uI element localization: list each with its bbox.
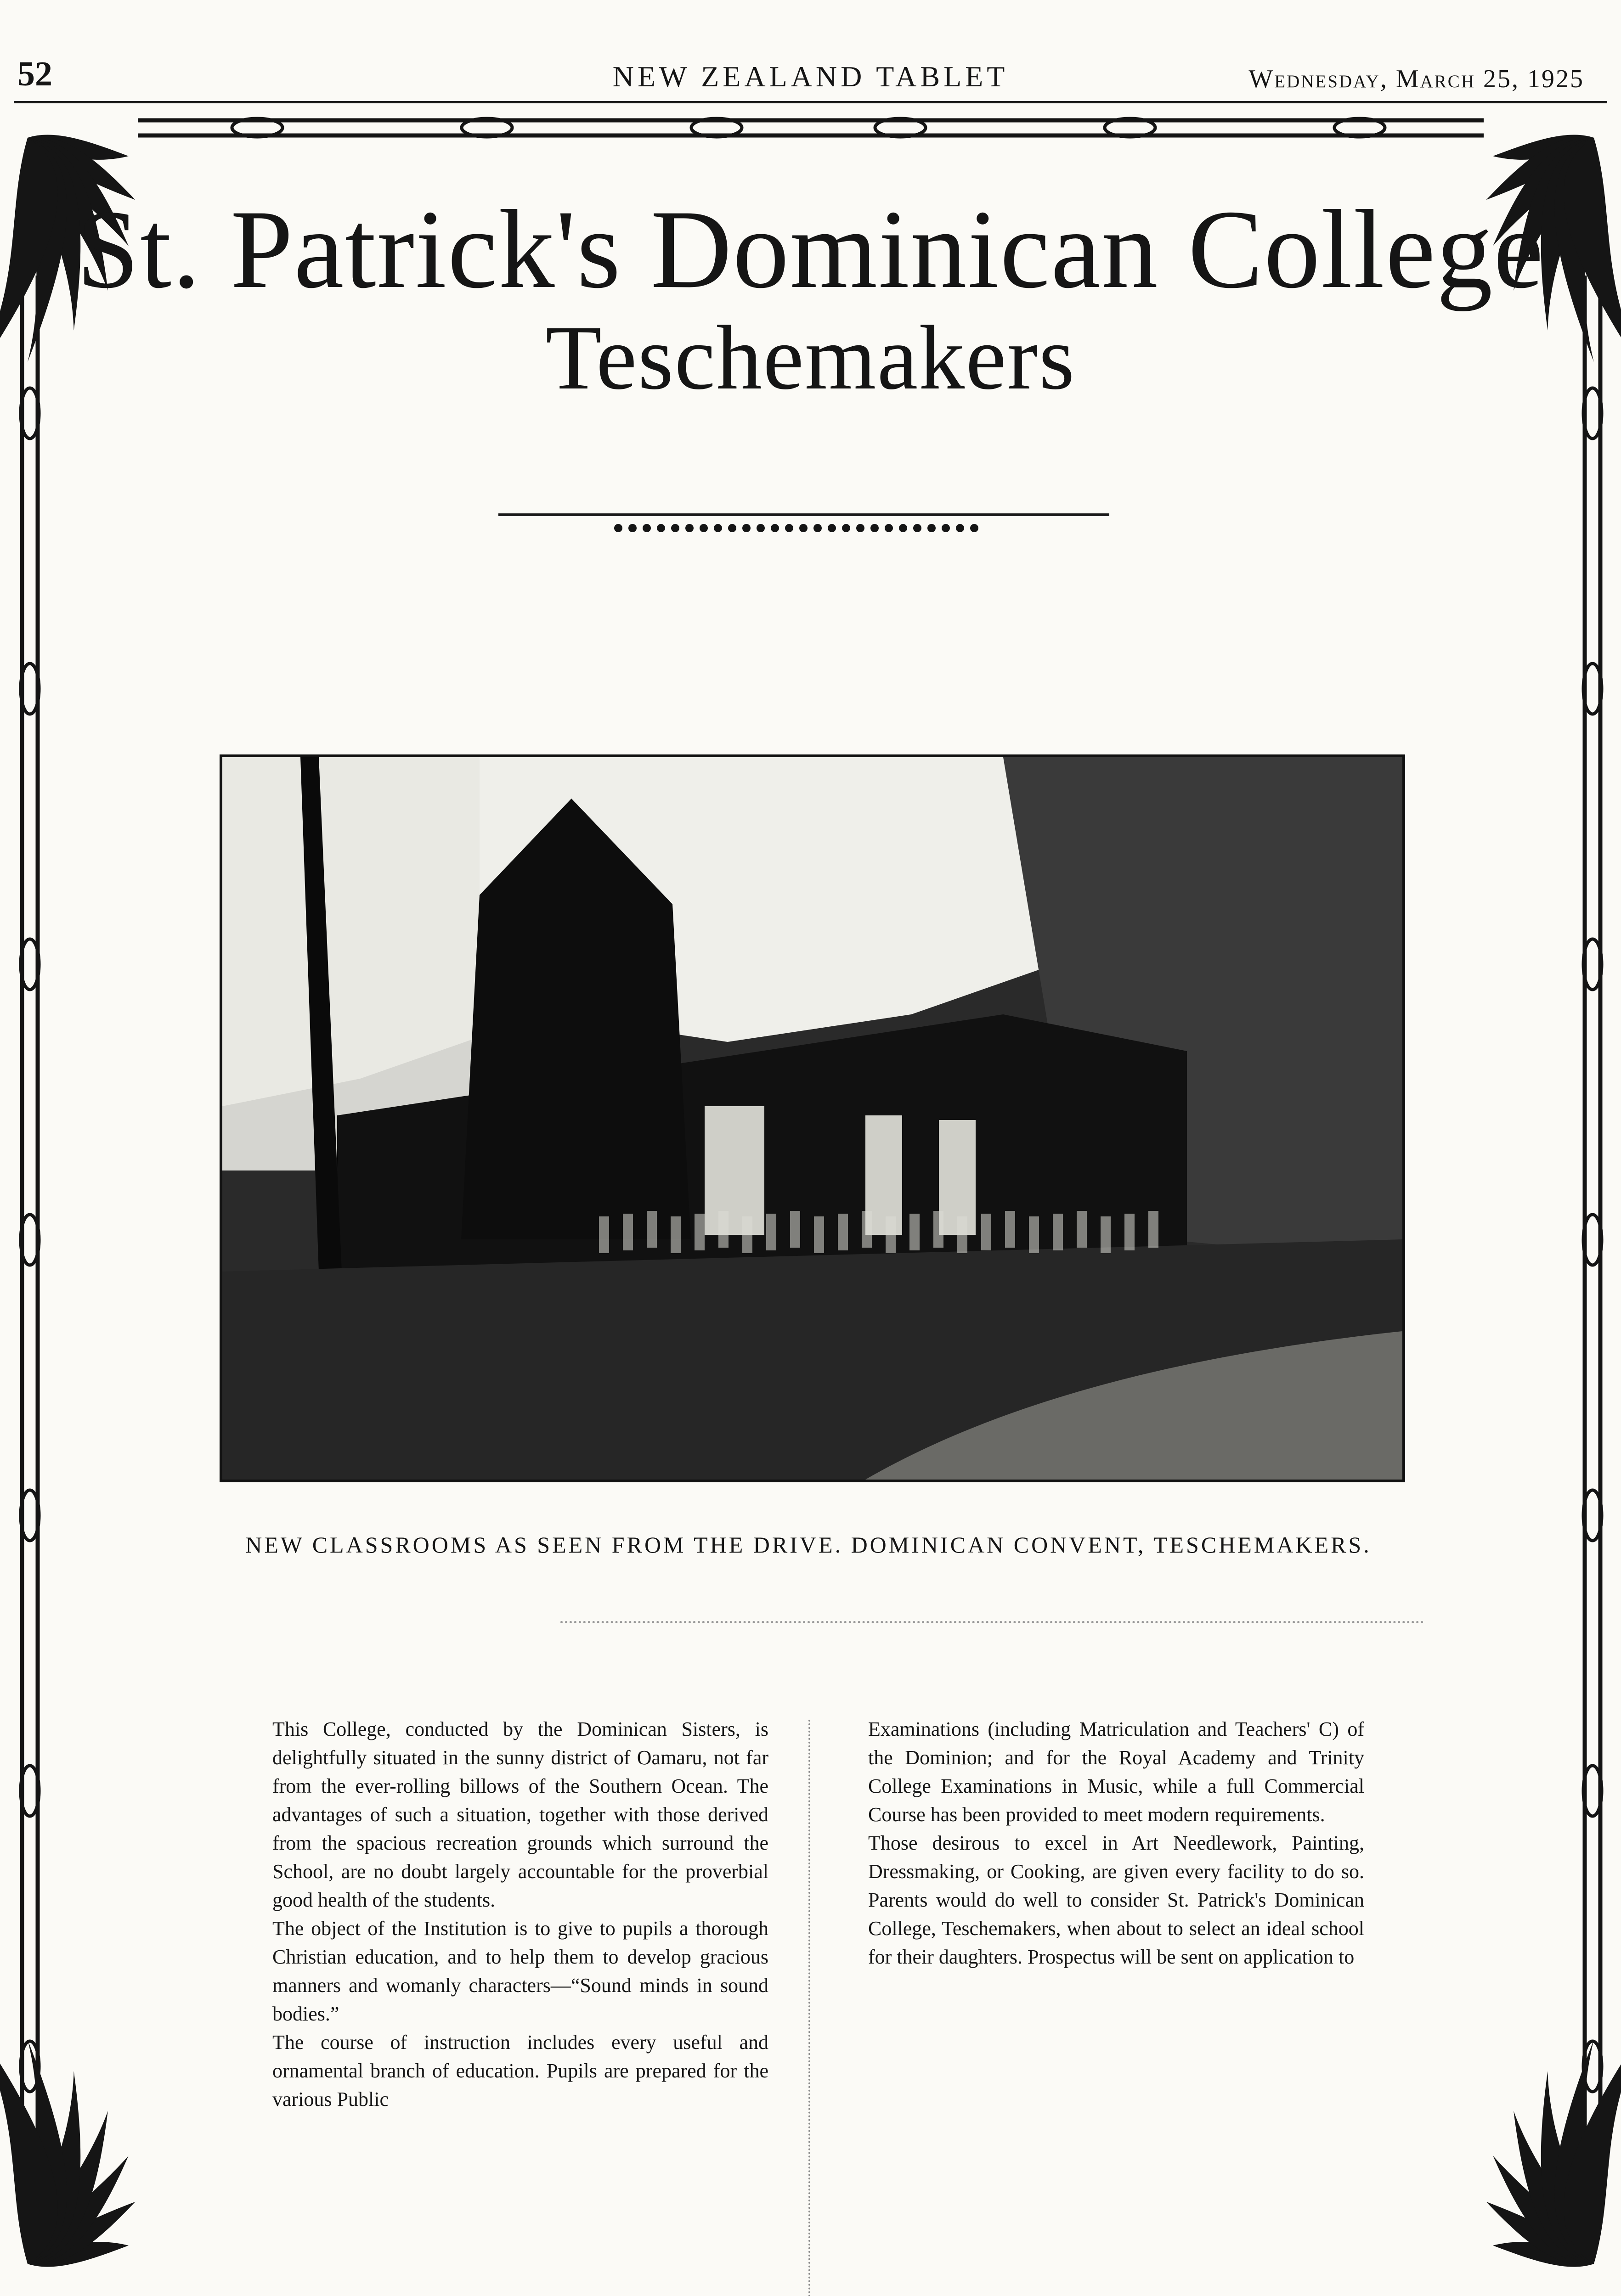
college-title: St. Patrick's Dominican College	[76, 187, 1545, 311]
paragraph: The object of the Institution is to give to pupils a thorough Christian education, and to help them to develop gracious manners and womanly characters—“Sound minds in sound bodies.”	[272, 1917, 768, 2025]
paragraph: Examinations (including Matriculation and Teachers' C) of the Dominion; and for the Royal Academy and Trinity College Examinations in Music, while a full Commercial Course has been provided to meet modern requirements.	[868, 1718, 1364, 1826]
paragraph: The course of instruction includes every useful and ornamental branch of education. Pupils are prepared for the various Public	[272, 2031, 768, 2110]
paragraph: Those desirous to excel in Art Needlework, Painting, Dressmaking, or Cooking, are given every facility to do so. Parents would do well to consider St. Patrick's Dominican College, Teschemakers, when about to select an ideal school for their daughters. Prospectus will be sent on application to	[868, 1832, 1364, 1968]
college-location: Teschemakers	[545, 307, 1076, 409]
photo-caption: NEW CLASSROOMS AS SEEN FROM THE DRIVE. DOMINICAN CONVENT, TESCHEMAKERS.	[245, 1532, 1372, 1558]
paragraph: This College, conducted by the Dominican Sisters, is delightfully situated in the sunny district of Oamaru, not far from the ever-rolling billows of the Southern Ocean. The advantages of such a situation, together with those derived from the spacious recreation grounds which surround the School, are no doubt largely accountable for the proverbial good health of the students.	[272, 1718, 768, 1911]
page-number: 52	[17, 55, 52, 93]
newspaper-name: NEW ZEALAND TABLET	[612, 60, 1009, 93]
issue-date: Wednesday, March 25, 1925	[1248, 65, 1584, 93]
